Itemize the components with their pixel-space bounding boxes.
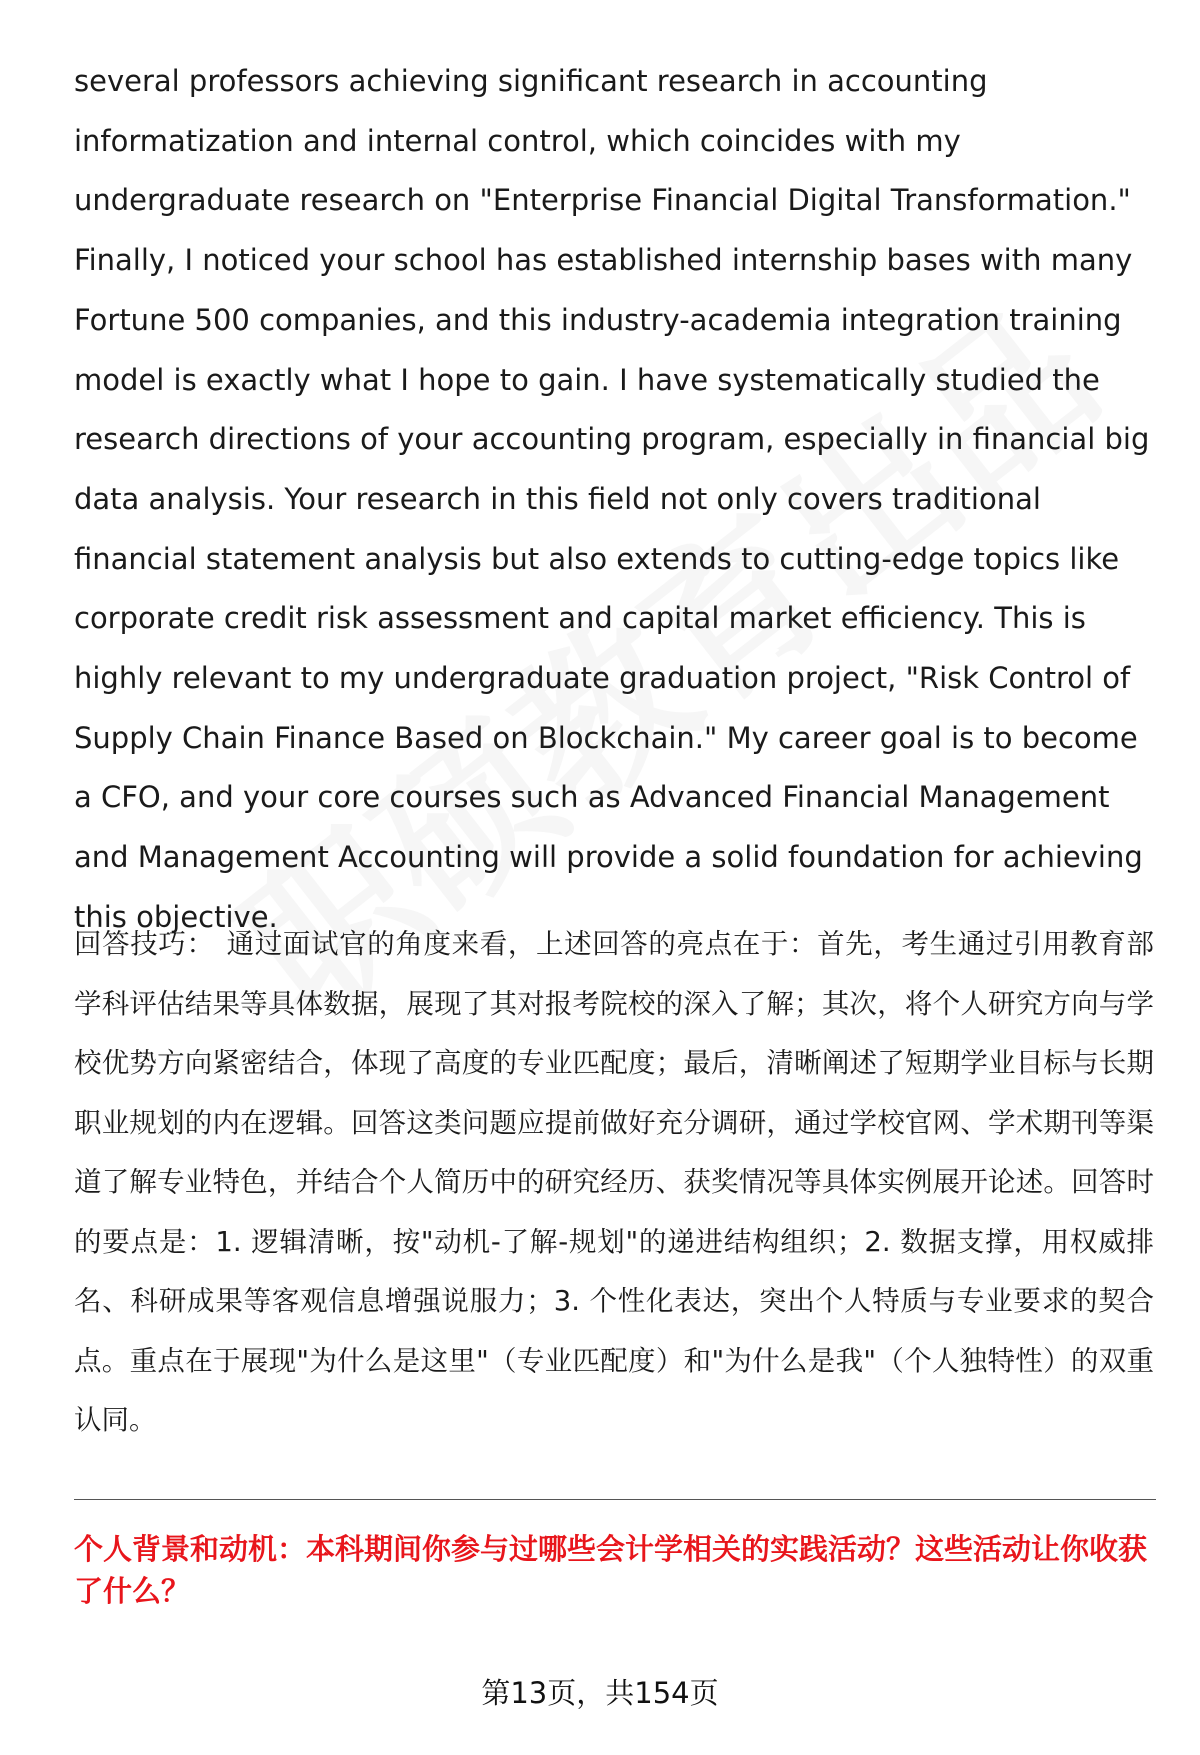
answer-paragraph: several professors achieving significant research in accounting informatization and internal control, which coincides with my undergraduate research on "Enterprise Financial Digital Transformation." Finally, I noticed your school has established internship bases with many Fortune 500 companies, and this industry-academia integration training model is exactly what I hope to gain. I have systematically studied the research directions of your accounting program, especially in financial big data analysis. Your research in this field not only covers traditional financial statement analysis but also extends to cutting-edge topics like corporate credit risk assessment and capital market efficiency. This is highly relevant to my undergraduate graduation project, "Risk Control of Supply Chain Finance Based on Blockchain." My career goal is to become a CFO, and your core courses such as Advanced Financial Management and Management Accounting will provide a solid foundation for achieving this objective. — [74, 64, 1150, 934]
page-number: 第13页，共154页 — [481, 1676, 719, 1710]
answer-tips-paragraph — [74, 915, 1154, 1451]
section-divider — [74, 1499, 1156, 1500]
tips-label: 回答技巧： — [74, 928, 215, 960]
next-question-heading: 个人背景和动机：本科期间你参与过哪些会计学相关的实践活动？这些活动让你收获了什么？ — [74, 1532, 1148, 1608]
tips-text: 通过面试官的角度来看，上述回答的亮点在于：首先，考生通过引用教育部学科评估结果等具体数据，展现了其对报考院校的深入了解；其次，将个人研究方向与学校优势方向紧密结合，体现了高度的专业匹配度；最后，清晰阐述了短期学业目标与长期职业规划的内在逻辑。回答这类问题应提前做好充分调研，通过学校官网、学术期刊等渠道了解专业特色，并结合个人简历中的研究经历、获奖情况等具体实例展开论述。回答时的要点是：1. 逻辑清晰，按"动机-了解-规划"的递进结构组织；2. 数据支撑，用权威排名、科研成果等客观信息增强说服力；3. 个性化表达，突出个人特质与专业要求的契合点。重点在于展现"为什么是这里"（专业匹配度）和"为什么是我"（个人独特性）的双重认同。 — [74, 928, 1154, 1436]
